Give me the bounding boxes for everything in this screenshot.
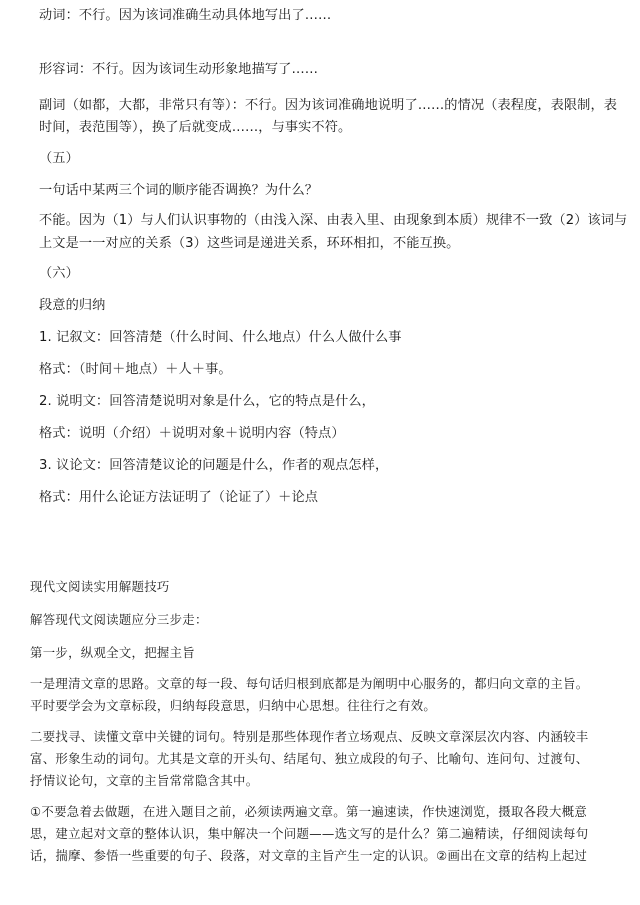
intro-line: 解答现代文阅读题应分三步走：: [30, 612, 208, 627]
question-5: 一句话中某两三个词的顺序能否调换？为什么？: [39, 183, 319, 198]
body-2-line-2: 富、形象生动的词句。尤其是文章的开头句、结尾句、独立成段的句子、比喻句、连问句、过渡句、: [30, 751, 589, 766]
list-item-expository: 2. 说明文：回答清楚说明对象是什么，它的特点是什么，: [39, 394, 375, 409]
list-item-narrative: 1. 记叙文：回答清楚（什么时间、什么地点）什么人做什么事: [39, 330, 402, 345]
format-argumentative: 格式：用什么论证方法证明了（论证了）＋论点: [39, 490, 319, 505]
step-1-heading: 第一步，纵观全文，把握主旨: [30, 645, 195, 660]
body-2-line-3: 抒情议论句，文章的主旨常常隐含其中。: [30, 773, 259, 788]
paragraph-verb: 动词：不行。因为该词准确生动具体地写出了……: [39, 8, 332, 23]
list-item-argumentative: 3. 议论文：回答清楚议论的问题是什么，作者的观点怎样，: [39, 458, 389, 473]
article-title: 现代文阅读实用解题技巧: [30, 579, 170, 594]
body-1-line-1: 一是理清文章的思路。文章的每一段、每句话归根到底都是为阐明中心服务的，都归向文章的主旨。: [30, 676, 589, 691]
answer-5-line-1: 不能。因为（1）与人们认识事物的（由浅入深、由表入里、由现象到本质）规律不一致（2）该词与: [39, 213, 628, 228]
section-heading-6: （六）: [39, 266, 79, 281]
paragraph-adverb-line-1: 副词（如都，大都，非常只有等）：不行。因为该词准确地说明了……的情况（表程度，表限制，表: [39, 98, 618, 113]
body-3-line-3: 话，揣摩、参悟一些重要的句子、段落，对文章的主旨产生一定的认识。②画出在文章的结构上起过: [30, 848, 588, 863]
body-3-line-2: 思，建立起对文章的整体认识，集中解决一个问题——选文写的是什么？第二遍精读，仔细阅读每句: [30, 826, 589, 841]
section-heading-5: （五）: [39, 151, 79, 166]
section-subtitle: 段意的归纳: [39, 298, 106, 313]
paragraph-adjective: 形容词：不行。因为该词生动形象地描写了……: [39, 62, 319, 77]
body-2-line-1: 二要找寻、读懂文章中关键的词句。特别是那些体现作者立场观点、反映文章深层次内容、内涵较丰: [30, 729, 589, 744]
paragraph-adverb-line-2: 时间，表范围等），换了后就变成……，与事实不符。: [39, 120, 352, 135]
format-expository: 格式：说明（介绍）＋说明对象＋说明内容（特点）: [39, 426, 345, 441]
answer-5-line-2: 上文是一一对应的关系（3）这些词是递进关系，环环相扣，不能互换。: [39, 236, 460, 251]
body-3-line-1: ①不要急着去做题，在进入题目之前，必须读两遍文章。第一遍速读，作快速浏览，摄取各段大概意: [30, 804, 588, 819]
format-narrative: 格式：（时间＋地点）＋人＋事。: [39, 362, 232, 377]
body-1-line-2: 平时要学会为文章标段，归纳每段意思，归纳中心思想。往往行之有效。: [30, 698, 437, 713]
